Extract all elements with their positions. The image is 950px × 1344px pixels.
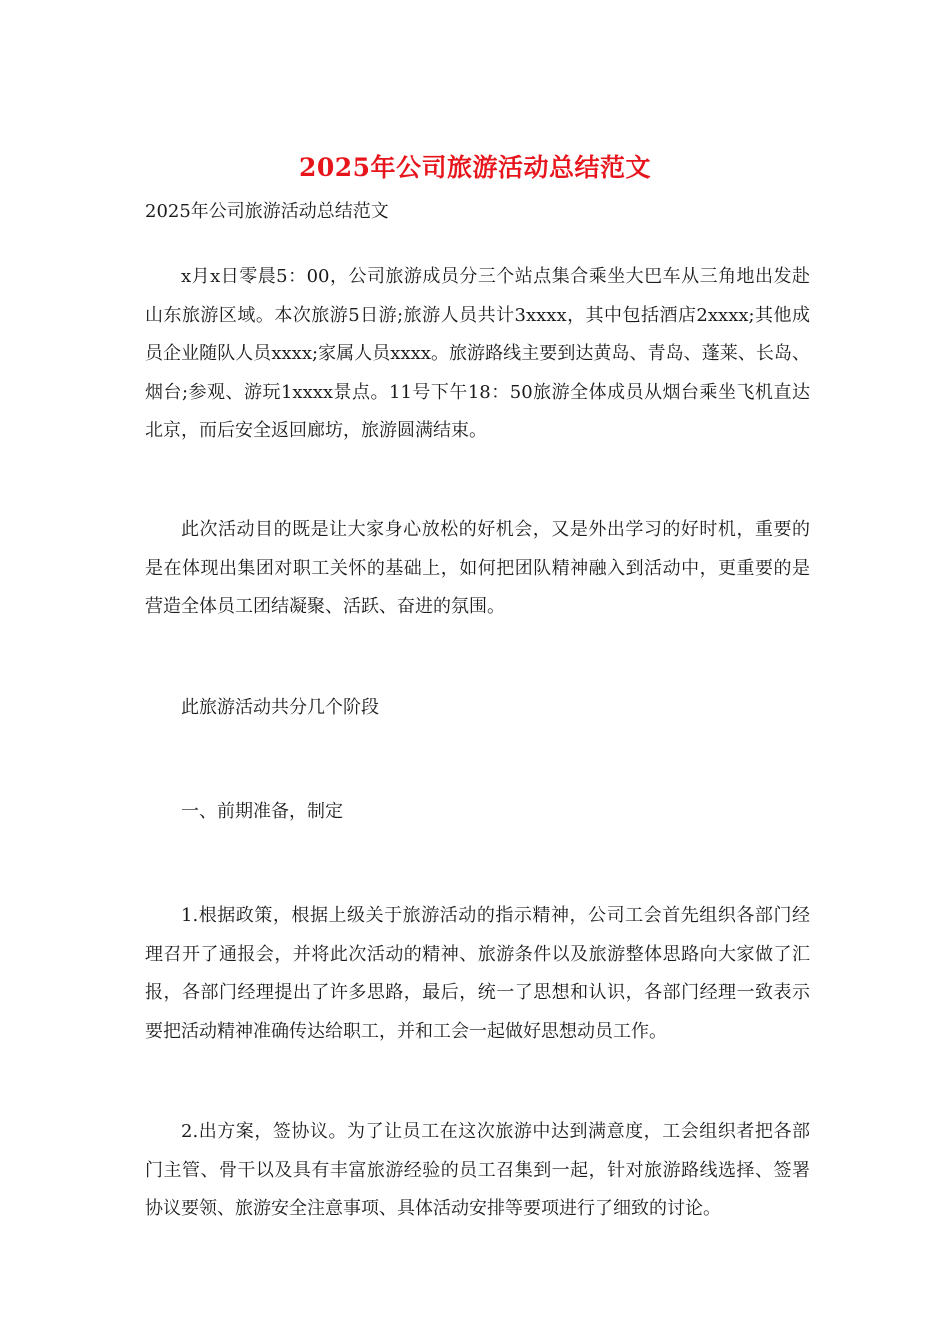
document-title: 2025年公司旅游活动总结范文	[298, 153, 652, 182]
paragraph-purpose: 此次活动目的既是让大家身心放松的好机会，又是外出学习的好时机，重要的是在体现出集团对职工关怀的基础上，如何把团队精神融入到活动中，更重要的是营造全体员工团结凝聚、活跃、奋进的氛围。	[145, 519, 810, 617]
paragraph-itinerary: x月x日零晨5：00，公司旅游成员分三个站点集合乘坐大巴车从三角地出发赴山东旅游区域。本次旅游5日游;旅游人员共计3xxxx，其中包括酒店2xxxx;其他成员企业随队人员xxxx;家属人员xxxx。旅游路线主要到达黄岛、青岛、蓬莱、长岛、烟台;参观、游玩1xxxx景点。11号下午18：50旅游全体成员从烟台乘坐飞机直达北京，而后安全返回廊坊，旅游圆满结束。	[145, 266, 810, 441]
paragraph-item-2: 2.出方案，签协议。为了让员工在这次旅游中达到满意度，工会组织者把各部门主管、骨干以及具有丰富旅游经验的员工召集到一起，针对旅游路线选择、签署协议要领、旅游安全注意事项、具体活动安排等要项进行了细致的讨论。	[145, 1121, 810, 1219]
document-subtitle: 2025年公司旅游活动总结范文	[145, 201, 389, 222]
paragraph-stages-intro: 此旅游活动共分几个阶段	[181, 697, 379, 718]
section-heading-preparation: 一、前期准备，制定	[181, 801, 343, 822]
paragraph-item-1: 1.根据政策，根据上级关于旅游活动的指示精神，公司工会首先组织各部门经理召开了通报会，并将此次活动的精神、旅游条件以及旅游整体思路向大家做了汇报，各部门经理提出了许多思路，最后，统一了思想和认识，各部门经理一致表示要把活动精神准确传达给职工，并和工会一起做好思想动员工作。	[145, 905, 810, 1042]
